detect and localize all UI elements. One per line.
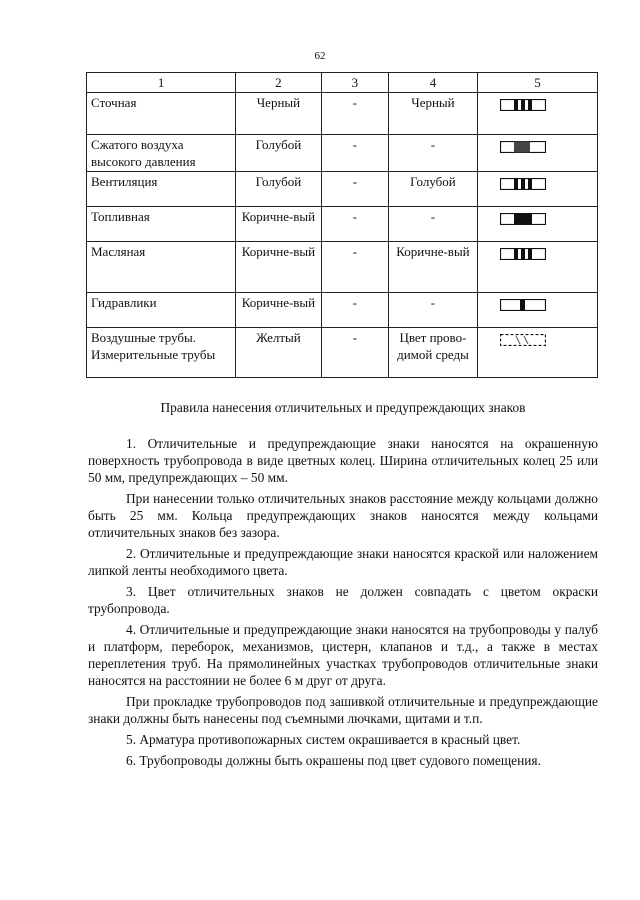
pipe-name-cell: Масляная: [87, 242, 236, 293]
column-header: 3: [321, 73, 388, 93]
column-header: 1: [87, 73, 236, 93]
table-row: [87, 172, 598, 207]
column-3-cell: -: [321, 328, 388, 378]
column-3-cell: -: [321, 172, 388, 207]
marking-symbol-cell: [477, 135, 597, 172]
pipe-marking-symbol-icon: [500, 299, 546, 311]
column-3-cell: -: [321, 93, 388, 135]
column-4-cell: Голубой: [389, 172, 478, 207]
color-cell: Коричне-вый: [236, 207, 321, 242]
marking-symbol-cell: [477, 328, 597, 378]
column-3-cell: -: [321, 293, 388, 328]
pipe-marking-symbol-icon: [500, 141, 546, 153]
column-header: 4: [389, 73, 478, 93]
document-body: [88, 399, 598, 773]
marking-symbol-cell: [477, 172, 597, 207]
marking-symbol-cell: [477, 293, 597, 328]
paragraph: 4. Отличительные и предупреждающие знаки наносятся на трубопроводы у палуб и платформ, переборок, механизмов, цистерн, клапанов и т.д., а также в местах переплетения труб. На прямолинейных участках трубопроводов отличительные знаки наносятся на расстоянии не более 6 м друг от друга.: [88, 622, 598, 688]
color-cell: Коричне-вый: [236, 242, 321, 293]
column-header: 2: [236, 73, 321, 93]
paragraph: 2. Отличительные и предупреждающие знаки наносятся краской или наложением липкой ленты необходимого цвета.: [88, 546, 598, 578]
column-4-cell: Цвет прово-димой среды: [389, 328, 478, 378]
pipe-name-cell: Гидравлики: [87, 293, 236, 328]
page-number: 62: [314, 50, 326, 62]
section-heading: Правила нанесения отличительных и предупреждающих знаков: [160, 400, 526, 415]
table-row: [87, 135, 598, 172]
marking-symbol-cell: [477, 93, 597, 135]
pipe-marking-table: [86, 72, 598, 378]
pipe-marking-symbol-icon: [500, 178, 546, 190]
column-4-cell: -: [389, 135, 478, 172]
color-cell: Черный: [236, 93, 321, 135]
table-row: [87, 93, 598, 135]
paragraph: 3. Цвет отличительных знаков не должен совпадать с цветом окраски трубопровода.: [88, 584, 598, 616]
column-3-cell: -: [321, 135, 388, 172]
table-row: [87, 242, 598, 293]
paragraph: При нанесении только отличительных знаков расстояние между кольцами должно быть 25 мм. Кольца предупреждающих знаков наносятся между кольцами отличительных знаков без зазора.: [88, 491, 598, 540]
pipe-marking-symbol-icon: [500, 334, 546, 346]
column-header: 5: [477, 73, 597, 93]
paragraph: 1. Отличительные и предупреждающие знаки наносятся на окрашенную поверхность трубопровода в виде цветных колец. Ширина отличительных колец 25 или 50 мм, предупреждающих – 50 мм.: [88, 436, 598, 485]
pipe-marking-symbol-icon: [500, 213, 546, 225]
paragraph: 5. Арматура противопожарных систем окрашивается в красный цвет.: [126, 732, 521, 747]
column-4-cell: -: [389, 207, 478, 242]
column-3-cell: -: [321, 207, 388, 242]
marking-symbol-cell: [477, 207, 597, 242]
pipe-name-cell: Сточная: [87, 93, 236, 135]
paragraphs: [88, 435, 598, 769]
column-4-cell: -: [389, 293, 478, 328]
paragraph: При прокладке трубопроводов под зашивкой отличительные и предупреждающие знаки должны быть нанесены под съемными лючками, щитами и т.п.: [88, 694, 598, 726]
color-cell: Коричне-вый: [236, 293, 321, 328]
color-cell: Голубой: [236, 135, 321, 172]
pipe-name-cell: Вентиляция: [87, 172, 236, 207]
table-row: [87, 207, 598, 242]
column-4-cell: Черный: [389, 93, 478, 135]
color-cell: Голубой: [236, 172, 321, 207]
table-row: [87, 328, 598, 378]
pipe-marking-symbol-icon: [500, 248, 546, 260]
pipe-name-cell: Топливная: [87, 207, 236, 242]
marking-symbol-cell: [477, 242, 597, 293]
column-3-cell: -: [321, 242, 388, 293]
paragraph: 6. Трубопроводы должны быть окрашены под цвет судового помещения.: [126, 753, 541, 768]
pipe-marking-symbol-icon: [500, 99, 546, 111]
pipe-name-cell: Сжатого воздуха высокого давления: [87, 135, 236, 172]
table-row: [87, 293, 598, 328]
table-header-row: [87, 73, 598, 93]
pipe-name-cell: Воздушные трубы. Измерительные трубы: [87, 328, 236, 378]
column-4-cell: Коричне-вый: [389, 242, 478, 293]
color-cell: Желтый: [236, 328, 321, 378]
